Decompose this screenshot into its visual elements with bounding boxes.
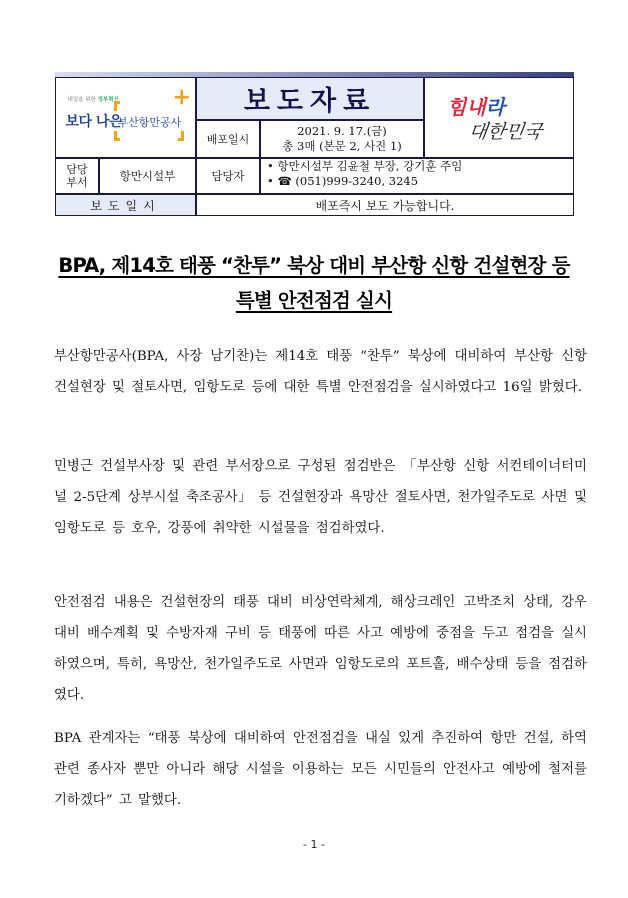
distribution-value	[260, 120, 424, 158]
distribution-pages: 총 3매 (본문 2, 사진 1)	[282, 139, 402, 153]
distribution-date: 2021. 9. 17.(금)	[297, 124, 387, 138]
logo-bracket-icon	[114, 101, 120, 111]
logo-tagline-prefix: 내일을 위한	[67, 96, 96, 103]
title-cell	[196, 77, 424, 120]
department-label	[55, 158, 99, 194]
bpa-logo	[62, 85, 190, 151]
release-value: 배포즉시 보도 가능합니다.	[196, 194, 574, 216]
logo-plus-icon: +	[172, 84, 191, 110]
logo-tagline-highlight: 정부혁신	[97, 96, 119, 103]
department-label-line2: 부서	[66, 176, 88, 189]
logo-slogan: 보다 나은	[65, 113, 122, 130]
body-paragraph: 부산항만공사(BPA, 사장 남기찬)는 제14호 태풍 “찬투” 북상에 대비하여 부산항 신항 건설현장 및 절토사면, 임항도로 등에 대한 특별 안전점검을 실시하였다고 16일 밝혔다.	[54, 349, 587, 395]
contact-label: 담당자	[196, 158, 260, 194]
headline-line2: 특별 안전점검 실시	[235, 289, 393, 312]
emblem-cell	[424, 77, 574, 158]
logo-cell	[55, 77, 196, 158]
emblem-red-text: 힘내	[447, 94, 486, 119]
release-label: 보도일시	[55, 194, 196, 216]
body-paragraph: BPA 관계자는 “태풍 북상에 대비하여 안전점검을 내실 있게 추진하여 항만 건설, 하역 관련 종사자 뿐만 아니라 해당 시설을 이용하는 모든 시민들의 안전사고 예방에 철저를 기하겠다” 고 말했다.	[54, 731, 587, 808]
contact-phone: • ☎ (051)999-3240, 3245	[267, 174, 419, 188]
emblem-line2: 대한민국	[467, 120, 544, 143]
headline-line1: BPA, 제14호 태풍 “찬투” 북상 대비 부산항 신항 건설현장 등	[58, 254, 570, 277]
logo-tagline	[68, 95, 119, 103]
emblem-blue-text: 라	[485, 94, 505, 119]
cheer-up-korea-emblem	[439, 87, 559, 149]
logo-bracket-icon	[178, 131, 184, 141]
emblem-line1	[447, 91, 505, 120]
contact-value	[260, 158, 574, 194]
distribution-label: 배포일시	[196, 120, 260, 158]
headline	[30, 248, 598, 318]
body-paragraph: 민병근 건설부사장 및 관련 부서장으로 구성된 점검반은 「부산항 신항 서컨테이너터미널 2-5단계 상부시설 축조공사」 등 건설현장과 욕망산 절토사면, 천가일주도로 사면 및 임항도로 등 호우, 강풍에 취약한 시설물을 점검하였다.	[54, 459, 587, 536]
page-number: - 1 -	[303, 838, 325, 851]
logo-org-name: 부산항만공사	[117, 115, 182, 129]
department-label-line1: 담당	[66, 163, 88, 176]
page-title: 보도자료	[243, 86, 377, 117]
body-paragraph: 안전점검 내용은 건설현장의 태풍 대비 비상연락체계, 해상크레인 고박조치 상태, 강우 대비 배수계획 및 수방자재 구비 등 태풍에 따른 사고 예방에 중점을 두고 점검을 실시하였으며, 특히, 욕망산, 천가일주도로 사면과 임항도로의 포트홀, 배수상태 등을 점검하였다.	[54, 595, 587, 703]
department-value: 항만시설부	[99, 158, 196, 194]
contact-person: • 항만시설부 김윤철 부장, 강기훈 주임	[267, 159, 463, 173]
logo-bracket-icon	[114, 131, 120, 141]
